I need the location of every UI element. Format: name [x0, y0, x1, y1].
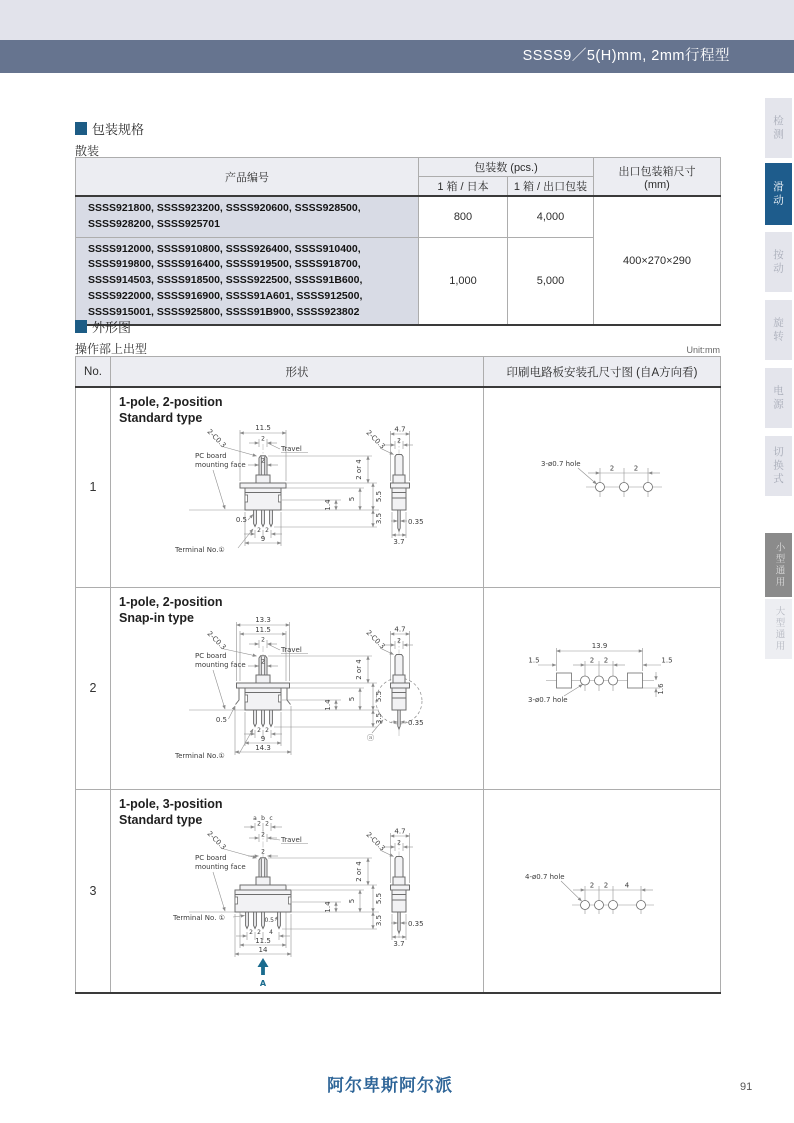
- packaging-subtitle: 散装: [75, 144, 100, 158]
- page-header-bar: [0, 40, 794, 73]
- dim-label: 2: [589, 881, 595, 889]
- dim-label: 2: [257, 928, 261, 936]
- view-direction-label: A: [259, 978, 267, 988]
- pcb-hole-diagram-4holes: [484, 790, 719, 994]
- drawing-title: [119, 796, 222, 829]
- drawing-title-line2: Standard type: [119, 411, 203, 426]
- row-number: 3: [76, 789, 111, 993]
- section-marker-icon: [75, 122, 87, 135]
- qty-japan: 1,000: [419, 237, 508, 325]
- outline-row-1: [76, 387, 721, 587]
- dim-label: 2 or 4: [355, 459, 363, 480]
- dim-label: 2 or 4: [355, 658, 363, 680]
- sidebar-tab-rotary[interactable]: [765, 300, 792, 360]
- dim-label: mounting face: [195, 660, 246, 669]
- hole-callout: 4-ø0.7 hole: [525, 872, 565, 881]
- dim-label: 5: [348, 496, 356, 502]
- dim-label: Travel: [281, 835, 302, 844]
- col-header-shape: 形状: [111, 357, 484, 388]
- dim-label: 11.5: [255, 625, 271, 634]
- dim-label: 0.35: [408, 718, 424, 727]
- hole-shapes: [557, 673, 643, 688]
- dim-label: 2: [261, 435, 265, 443]
- dim-label: PC board: [195, 452, 227, 460]
- outline-subtitle: 操作部上出型: [75, 342, 148, 356]
- col-header-product: 产品编号: [76, 158, 419, 197]
- dim-label: Travel: [281, 445, 302, 453]
- col-header-pcb: 印刷电路板安装孔尺寸图 (自A方向看): [484, 357, 721, 388]
- drawing-title: [119, 594, 222, 627]
- dim-label: 14.3: [255, 743, 271, 752]
- outline-section-title: 外形图: [92, 320, 132, 335]
- sidebar-tab-push[interactable]: [765, 232, 792, 292]
- dim-label: 2: [257, 820, 261, 827]
- dim-label: 2: [589, 656, 595, 664]
- dim-label: 9: [260, 535, 266, 543]
- side-view-body: [391, 654, 410, 729]
- product-numbers: SSSS912000, SSSS910800, SSSS926400, SSSS910400, SSSS919800, SSSS916400, SSSS919500, SSSS918700, SSSS914503, SSSS918500, SSSS922500, SSSS91B600, SSSS922000, SSSS916900, SSSS91A601, SSSS912500, SSSS915001, SSSS925800, SSSS91B900, SSSS923802: [76, 237, 419, 325]
- dim-label: 2: [257, 527, 261, 534]
- dim-label: 2: [603, 881, 609, 889]
- dim-label: 2: [397, 437, 401, 445]
- dim-label: 13.3: [255, 615, 271, 624]
- sidebar-tab-label: 按动: [772, 248, 784, 276]
- col-header-no: No.: [76, 357, 111, 388]
- top-margin-band: [0, 0, 794, 40]
- col-header-box-size: [594, 158, 721, 197]
- unit-note: Unit:mm: [686, 345, 720, 355]
- drawing-title-line1: 1-pole, 2-position: [119, 594, 223, 609]
- outline-row-2: [76, 587, 721, 789]
- position-label: a: [253, 814, 257, 822]
- dim-label: 1.5: [661, 656, 673, 664]
- dim-label: 2: [265, 820, 269, 827]
- hole-circles: [596, 483, 653, 492]
- drawing-title: [119, 394, 222, 427]
- drawing-title-line1: 1-pole, 2-position: [119, 395, 223, 409]
- dim-label: 3.5: [375, 914, 383, 926]
- dim-label: 2: [261, 831, 265, 838]
- dim-label: 0.5: [264, 916, 274, 924]
- product-numbers: SSSS921800, SSSS923200, SSSS920600, SSSS928500, SSSS928200, SSSS925701: [76, 196, 419, 237]
- dim-label: Travel: [281, 645, 302, 654]
- dim-label: 0.5: [235, 516, 247, 524]
- packaging-section-heading: [75, 119, 144, 138]
- dim-label: 2: [397, 637, 401, 644]
- dim-label: mounting face: [195, 862, 246, 871]
- outline-section-heading: [75, 317, 131, 336]
- col-header-export: 1 箱 / 出口包装: [508, 177, 594, 197]
- shape-cell-row1: [111, 387, 484, 587]
- hole-dimension-lines: [538, 648, 661, 697]
- col-header-box-line1: 出口包装箱尺寸: [618, 165, 696, 178]
- dim-label: 11.5: [255, 424, 271, 432]
- dim-label: 2: [261, 636, 265, 643]
- sidebar-tab-label: 电源: [772, 384, 784, 412]
- dim-label: 4.7: [394, 425, 406, 434]
- detail-mark: ⓐ: [367, 733, 374, 742]
- dim-label: 2-C0.3: [205, 629, 228, 652]
- col-header-box-line2: (mm): [644, 178, 670, 191]
- dim-label: 2: [397, 839, 401, 846]
- row-number: 2: [76, 587, 111, 789]
- dim-label: 0.5: [215, 715, 227, 724]
- dim-label: 2: [257, 726, 261, 734]
- dim-label: PC board: [195, 651, 227, 660]
- dim-label: 4.7: [394, 625, 406, 633]
- qty-export: 4,000: [508, 196, 594, 237]
- dim-label: 1.4: [324, 900, 332, 913]
- dim-label: 2: [265, 726, 269, 734]
- sidebar-tab-label: 检测: [772, 114, 784, 142]
- drawing-title-line2: Standard type: [119, 812, 203, 827]
- outline-row-3: [76, 789, 721, 993]
- pcb-hole-diagram-3holes: [484, 388, 719, 588]
- dim-label: 2: [603, 656, 609, 664]
- qty-japan: 800: [419, 196, 508, 237]
- hole-labels: [525, 873, 630, 890]
- pcb-hole-cell-row1: [484, 387, 721, 587]
- section-marker-icon: [75, 320, 87, 333]
- sidebar-tab-small-general[interactable]: [765, 533, 792, 597]
- qty-export: 5,000: [508, 237, 594, 325]
- dim-label: 3.5: [375, 712, 383, 724]
- dim-label: 5.5: [375, 892, 383, 904]
- dim-label: 9: [260, 734, 266, 743]
- dim-label: 2-C0.3: [205, 829, 228, 852]
- sidebar-tab-inspection[interactable]: [765, 98, 792, 158]
- dim-label: 5: [348, 696, 356, 701]
- dim-label: 2: [265, 527, 269, 534]
- dim-label: 2-C0.3: [364, 628, 387, 651]
- row-number: 1: [76, 387, 111, 587]
- dim-label: 0.35: [408, 919, 424, 928]
- box-size-value: 400×270×290: [594, 196, 721, 325]
- dimension-labels: [174, 424, 424, 554]
- sidebar-tab-label: 旋转: [772, 316, 784, 344]
- pcb-hole-diagram-snapin: [484, 588, 719, 790]
- drawing-title-line1: 1-pole, 3-position: [119, 796, 223, 811]
- dim-label: 2: [609, 464, 615, 473]
- col-header-qty: 包装数 (pcs.): [419, 158, 594, 177]
- company-logo: 阿尔卑斯阿尔派: [327, 1076, 453, 1095]
- dim-label: Terminal No.①: [175, 546, 225, 554]
- view-direction-arrow: [258, 958, 269, 975]
- drawing-title-line2: Snap-in type: [119, 610, 195, 625]
- dim-label: 1.4: [324, 499, 332, 511]
- pcb-hole-cell-row3: [484, 789, 721, 993]
- sidebar-tab-label: 切换式: [772, 445, 784, 487]
- packaging-row: [76, 196, 721, 237]
- dim-label: 4: [624, 881, 630, 889]
- dim-label: mounting face: [195, 461, 246, 469]
- position-label: c: [269, 814, 273, 822]
- dim-label: PC board: [195, 853, 227, 862]
- hole-callout: 3-ø0.7 hole: [528, 695, 568, 704]
- dim-label: 4.7: [394, 827, 406, 835]
- dim-label: 5.5: [375, 690, 383, 702]
- dim-label: 5.5: [375, 490, 383, 503]
- dim-label: 5: [348, 898, 356, 903]
- dim-label: 2: [633, 464, 639, 473]
- dim-label: 11.5: [255, 936, 271, 945]
- dim-label: 14: [258, 945, 268, 954]
- dim-label: 13.9: [591, 641, 608, 650]
- dim-label: 2-C0.3: [205, 427, 228, 450]
- side-view-body: [391, 455, 410, 532]
- dim-label: 2: [261, 848, 265, 855]
- page-title: SSSS9／5(H)mm, 2mm行程型: [522, 48, 730, 64]
- sidebar-tab-slide-active[interactable]: [765, 163, 792, 225]
- shape-cell-row2: [111, 587, 484, 789]
- sidebar-tab-large-general[interactable]: [765, 599, 792, 659]
- dim-label: 2 or 4: [355, 860, 363, 882]
- dim-label: 1.5: [528, 656, 540, 664]
- dim-label: 0.35: [408, 518, 424, 526]
- dim-label: 3.5: [375, 512, 383, 525]
- hole-callout: 3-ø0.7 hole: [541, 460, 581, 468]
- dim-label: 2: [261, 658, 265, 665]
- sidebar-tab-label: 滑动: [772, 180, 784, 208]
- dim-label: Terminal No.①: [175, 751, 225, 760]
- pcb-hole-cell-row2: [484, 587, 721, 789]
- dimension-labels: [172, 815, 424, 988]
- dim-label: 2-C0.3: [364, 830, 387, 853]
- page-number: 91: [740, 1081, 753, 1093]
- dim-label: 3.7: [393, 538, 405, 546]
- outline-table: [75, 356, 721, 994]
- side-view-body: [391, 856, 410, 933]
- dim-label: 1.4: [324, 698, 332, 711]
- sidebar-tab-label: 大型通用: [773, 606, 785, 652]
- packaging-section-title: 包装规格: [92, 122, 145, 137]
- dim-label: 4: [269, 928, 273, 936]
- sidebar-tab-power[interactable]: [765, 368, 792, 428]
- shape-cell-row3: [111, 789, 484, 993]
- dim-label: Terminal No. ①: [173, 913, 225, 922]
- position-label: b: [261, 814, 265, 822]
- dim-label: 2-C0.3: [364, 428, 387, 451]
- packaging-table: [75, 157, 721, 326]
- dim-label: 3.7: [393, 939, 405, 948]
- sidebar-tab-label: 小型通用: [773, 542, 785, 588]
- hole-labels: [541, 460, 638, 473]
- col-header-japan: 1 箱 / 日本: [419, 177, 508, 197]
- dim-label: 1.6: [657, 682, 665, 695]
- dim-label: 2: [249, 928, 253, 936]
- sidebar-tab-toggle[interactable]: [765, 436, 792, 496]
- dim-label: 2: [261, 457, 265, 465]
